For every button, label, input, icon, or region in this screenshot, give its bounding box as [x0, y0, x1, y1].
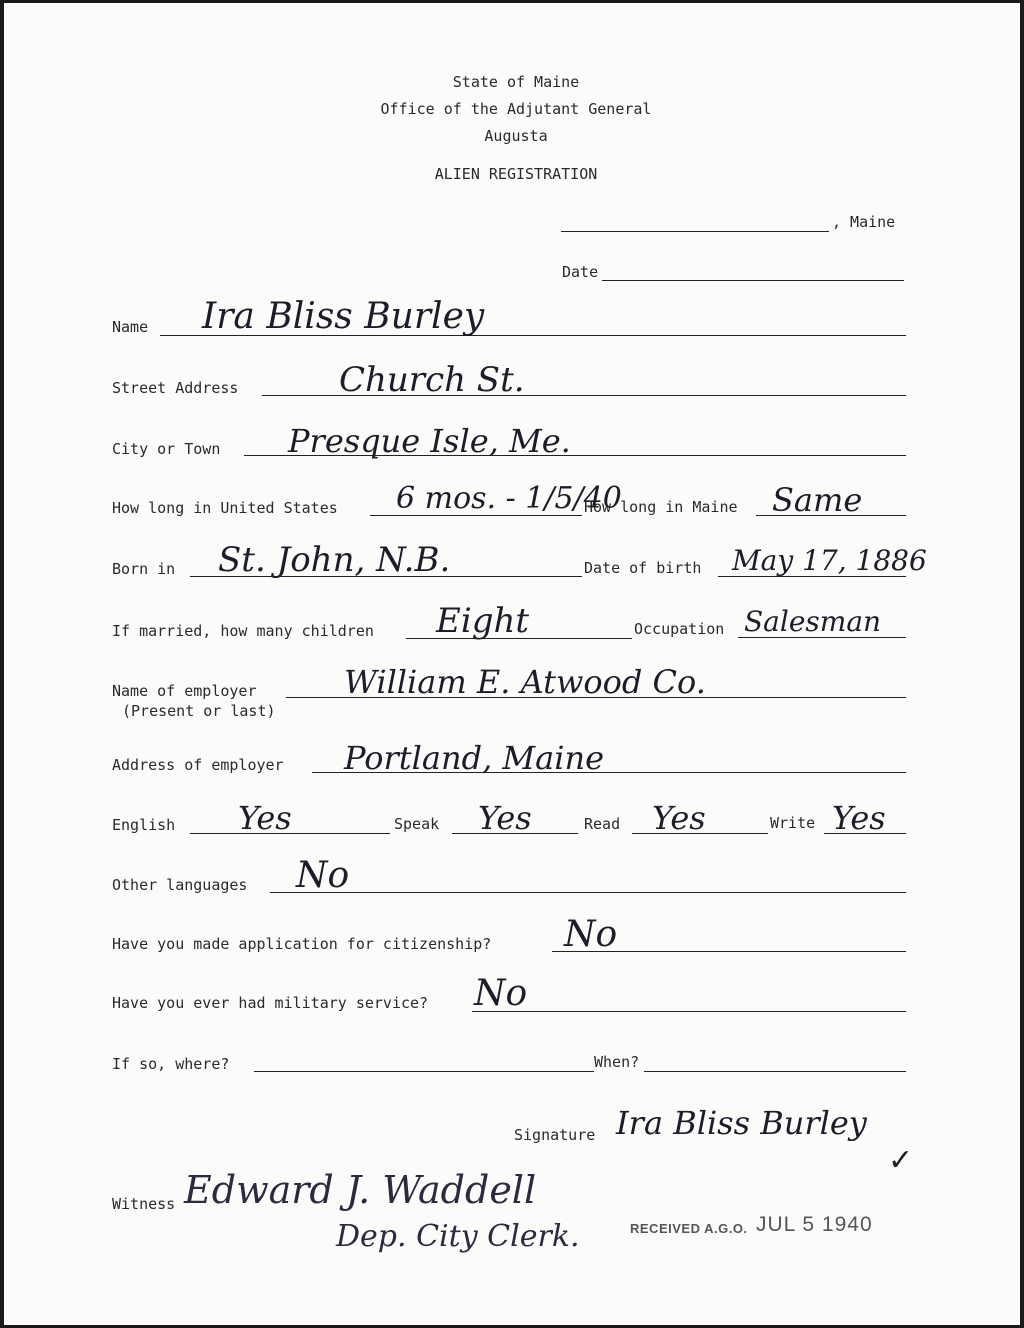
where-label: If so, where? [112, 1055, 230, 1073]
dob-label: Date of birth [584, 559, 702, 577]
registration-form [4, 3, 1020, 1325]
military-line [472, 1011, 906, 1012]
occupation-value: Salesman [744, 605, 882, 638]
write-label: Write [770, 814, 816, 832]
dob-value: May 17, 1886 [732, 544, 927, 577]
maine-long-label: How long in Maine [584, 498, 738, 516]
employer-addr-label: Address of employer [112, 756, 284, 774]
name-value: Ira Bliss Burley [202, 296, 485, 337]
born-label: Born in [112, 560, 176, 578]
received-stamp-date: JUL 5 1940 [756, 1213, 873, 1236]
employer-sub: (Present or last) [122, 702, 276, 720]
city-value: Presque Isle, Me. [288, 422, 571, 460]
maine-label: , Maine [832, 213, 896, 231]
name-label: Name [112, 318, 149, 336]
citizenship-label: Have you made application for citizenship? [112, 935, 492, 953]
header-office: Office of the Adjutant General [380, 100, 652, 118]
born-value: St. John, N.B. [218, 540, 451, 580]
speak-value: Yes [478, 799, 532, 837]
military-label: Have you ever had military service? [112, 994, 429, 1012]
children-label: If married, how many children [112, 622, 374, 640]
when-label: When? [594, 1053, 640, 1071]
other-lang-line [270, 892, 906, 893]
maine-long-value: Same [772, 481, 863, 519]
signature-label: Signature [514, 1126, 596, 1144]
when-line [644, 1071, 906, 1072]
street-value: Church St. [339, 360, 525, 400]
us-value: 6 mos. - 1/5/40 [396, 481, 622, 516]
employer-value: William E. Atwood Co. [344, 663, 706, 701]
speak-label: Speak [394, 815, 440, 833]
date-line [602, 280, 904, 281]
check-mark-icon: ✓ [888, 1143, 914, 1178]
form-title: ALIEN REGISTRATION [434, 165, 598, 183]
occupation-label: Occupation [634, 620, 725, 638]
employer-label: Name of employer [112, 682, 257, 700]
witness-title: Dep. City Clerk. [336, 1219, 580, 1254]
signature-value: Ira Bliss Burley [616, 1104, 867, 1142]
date-label: Date [562, 263, 599, 281]
english-value: Yes [238, 799, 292, 837]
received-stamp: RECEIVED A.G.O. [630, 1221, 748, 1236]
children-value: Eight [436, 601, 530, 641]
where-line [254, 1071, 594, 1072]
read-value: Yes [652, 799, 706, 837]
city-label: City or Town [112, 440, 221, 458]
witness-value: Edward J. Waddell [184, 1168, 537, 1212]
witness-label: Witness [112, 1195, 176, 1213]
military-value: No [474, 973, 528, 1014]
header-city: Augusta [484, 127, 548, 145]
street-label: Street Address [112, 379, 239, 397]
read-label: Read [584, 815, 621, 833]
citizenship-value: No [564, 914, 618, 955]
english-label: English [112, 816, 176, 834]
other-lang-value: No [296, 855, 350, 896]
header-state: State of Maine [452, 73, 580, 91]
other-lang-label: Other languages [112, 876, 248, 894]
us-label: How long in United States [112, 499, 338, 517]
employer-addr-value: Portland, Maine [344, 739, 605, 777]
town-line [561, 231, 829, 232]
write-value: Yes [832, 799, 886, 837]
